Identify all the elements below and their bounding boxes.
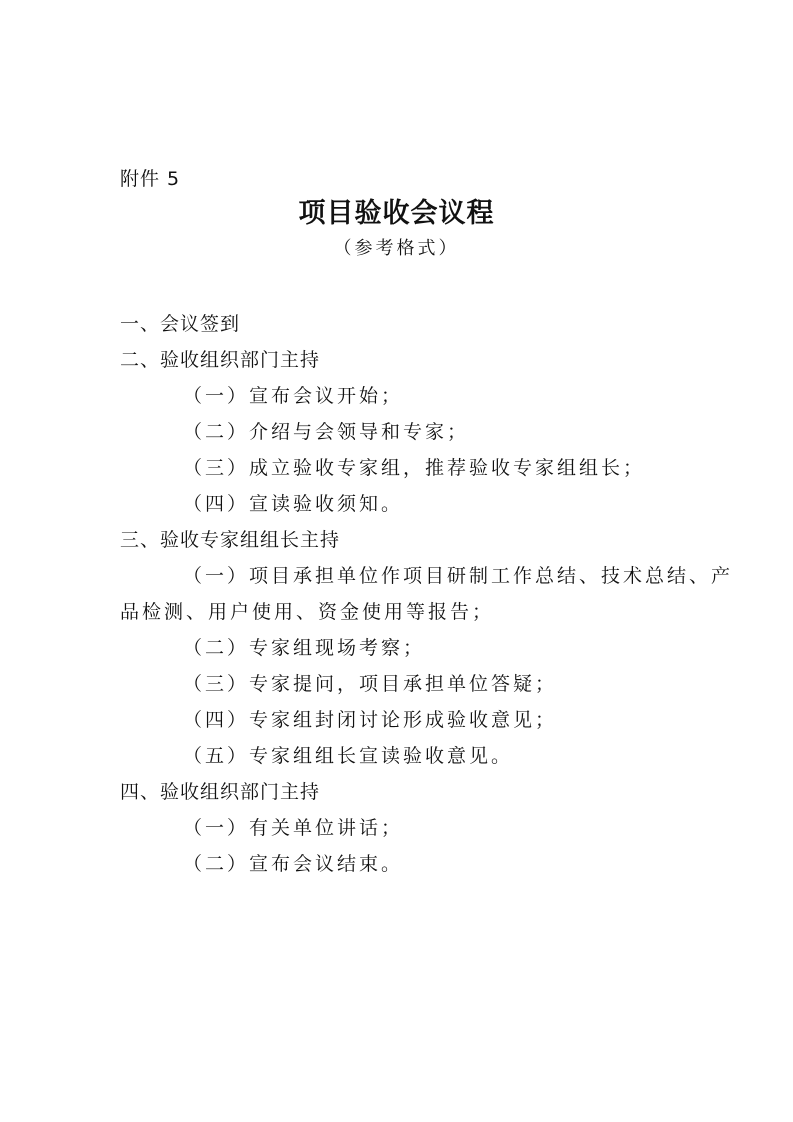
agenda-item: （一）项目承担单位作项目研制工作总结、技术总结、产 [183, 565, 734, 587]
agenda-item: （二）专家组现场考察； [183, 637, 426, 659]
agenda-item: （二）介绍与会领导和专家； [183, 421, 470, 443]
section-heading-4: 四、验收组织部门主持 [120, 781, 321, 803]
agenda-body [120, 306, 734, 882]
agenda-item: （一）宣布会议开始； [183, 385, 404, 407]
agenda-item: （四）专家组封闭讨论形成验收意见； [183, 709, 558, 731]
section-heading-3: 三、验收专家组组长主持 [120, 529, 341, 551]
agenda-item: （四）宣读验收须知。 [183, 493, 404, 515]
agenda-item-continuation: 品检测、用户使用、资金使用等报告； [120, 601, 495, 623]
agenda-item: （二）宣布会议结束。 [183, 853, 404, 875]
section-heading-1: 一、会议签到 [120, 313, 241, 335]
agenda-item: （一）有关单位讲话； [183, 817, 404, 839]
agenda-item: （五）专家组组长宣读验收意见。 [183, 745, 514, 767]
attachment-label: 附件 5 [120, 168, 181, 190]
agenda-item: （三）专家提问，项目承担单位答疑； [183, 673, 558, 695]
section-heading-2: 二、验收组织部门主持 [120, 349, 321, 371]
page-title: 项目验收会议程 [298, 198, 495, 229]
page-subtitle: （参考格式） [333, 238, 460, 259]
agenda-item: （三）成立验收专家组，推荐验收专家组组长； [183, 457, 646, 479]
